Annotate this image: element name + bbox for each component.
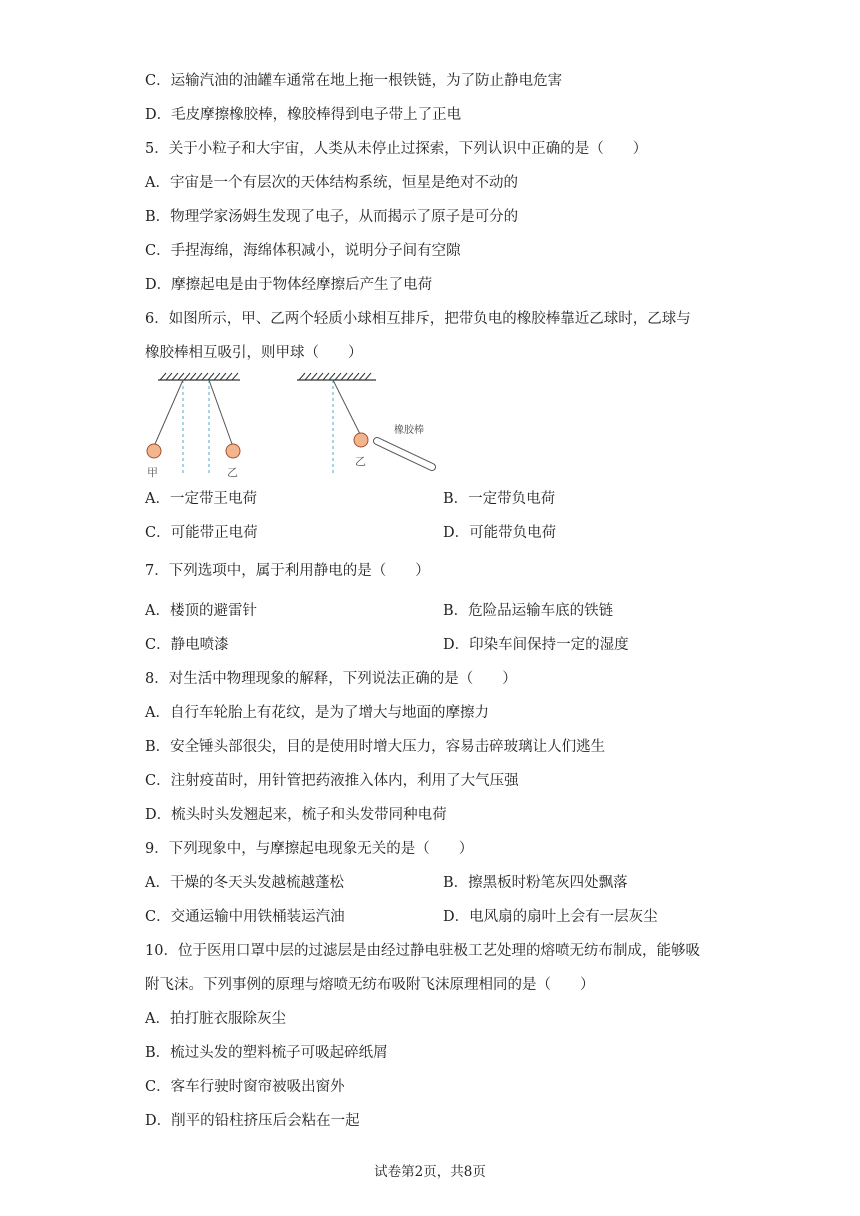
question-9: 9．下列现象中，与摩擦起电现象无关的是（ ）	[145, 841, 474, 857]
option-d: D．电风扇的扇叶上会有一层灰尘	[443, 909, 658, 925]
option-a: A．宇宙是一个有层次的天体结构系统，恒星是绝对不动的	[145, 175, 518, 191]
right-support	[297, 373, 376, 380]
ball-yi-right	[354, 433, 368, 447]
option-d: D．削平的铅柱挤压后会粘在一起	[145, 1113, 360, 1129]
ball-jia	[147, 444, 161, 458]
option-a: A．干燥的冬天头发越梳越蓬松	[145, 875, 344, 891]
left-support	[158, 373, 240, 380]
question-10: 10．位于医用口罩中层的过滤层是由经过静电驻极工艺处理的熔喷无纺布制成，能够吸	[145, 943, 700, 959]
option-b: B．擦黑板时粉笔灰四处飘落	[443, 875, 628, 891]
question-5: 5．关于小粒子和大宇宙，人类从未停止过探索，下列认识中正确的是（ ）	[145, 141, 648, 157]
label-yi: 乙	[227, 466, 238, 479]
label-yi-right: 乙	[355, 455, 366, 468]
thread-yi-right	[333, 380, 360, 434]
option-c: C．客车行驶时窗帘被吸出窗外	[145, 1079, 345, 1095]
option-b: B．危险品运输车底的铁链	[443, 603, 614, 619]
option-a: A．一定带王电荷	[145, 491, 257, 507]
option-b: B．安全锤头部很尖，目的是使用时增大压力，容易击碎玻璃让人们逃生	[145, 739, 606, 755]
option-d: D．梳头时头发翘起来，梳子和头发带同种电荷	[145, 807, 447, 823]
page-footer: 试卷第2页，共8页	[374, 1164, 486, 1180]
label-jia: 甲	[147, 466, 158, 479]
option-b: B．梳过头发的塑料梳子可吸起碎纸屑	[145, 1045, 388, 1061]
text-line: C．运输汽油的油罐车通常在地上拖一根铁链，为了防止静电危害	[145, 73, 563, 89]
thread-yi	[209, 380, 232, 444]
question-7: 7．下列选项中，属于利用静电的是（ ）	[145, 563, 430, 579]
option-d: D．可能带负电荷	[443, 525, 557, 541]
option-c: C．静电喷漆	[145, 637, 229, 653]
question-6-cont: 橡胶棒相互吸引，则甲球（ ）	[145, 345, 363, 361]
option-a: A．楼顶的避雷针	[145, 603, 257, 619]
option-b: B．物理学家汤姆生发现了电子，从而揭示了原子是可分的	[145, 209, 519, 225]
pendulum-figure	[140, 364, 450, 482]
option-c: C．可能带正电荷	[145, 525, 258, 541]
option-a: A．拍打脏衣服除灰尘	[145, 1011, 286, 1027]
question-8: 8．对生活中物理现象的解释，下列说法正确的是（ ）	[145, 671, 517, 687]
text-line: D．毛皮摩擦橡胶棒，橡胶棒得到电子带上了正电	[145, 107, 462, 123]
option-a: A．自行车轮胎上有花纹，是为了增大与地面的摩擦力	[145, 705, 489, 721]
option-b: B．一定带负电荷	[443, 491, 556, 507]
option-d: D．印染车间保持一定的湿度	[443, 637, 629, 653]
option-c: C．交通运输中用铁桶装运汽油	[145, 909, 345, 925]
question-6: 6．如图所示，甲、乙两个轻质小球相互排斥，把带负电的橡胶棒靠近乙球时，乙球与	[145, 311, 691, 327]
rubber-rod	[377, 441, 432, 467]
option-d: D．摩擦起电是由于物体经摩擦后产生了电荷	[145, 277, 433, 293]
ball-yi	[226, 444, 240, 458]
option-c: C．注射疫苗时，用针管把药液推入体内，利用了大气压强	[145, 773, 519, 789]
thread-jia	[155, 380, 183, 444]
label-rod: 橡胶棒	[394, 425, 424, 436]
question-10-cont: 附飞沫。下列事例的原理与熔喷无纺布吸附飞沫原理相同的是（ ）	[145, 977, 595, 993]
option-c: C．手捏海绵，海绵体积减小，说明分子间有空隙	[145, 243, 461, 259]
